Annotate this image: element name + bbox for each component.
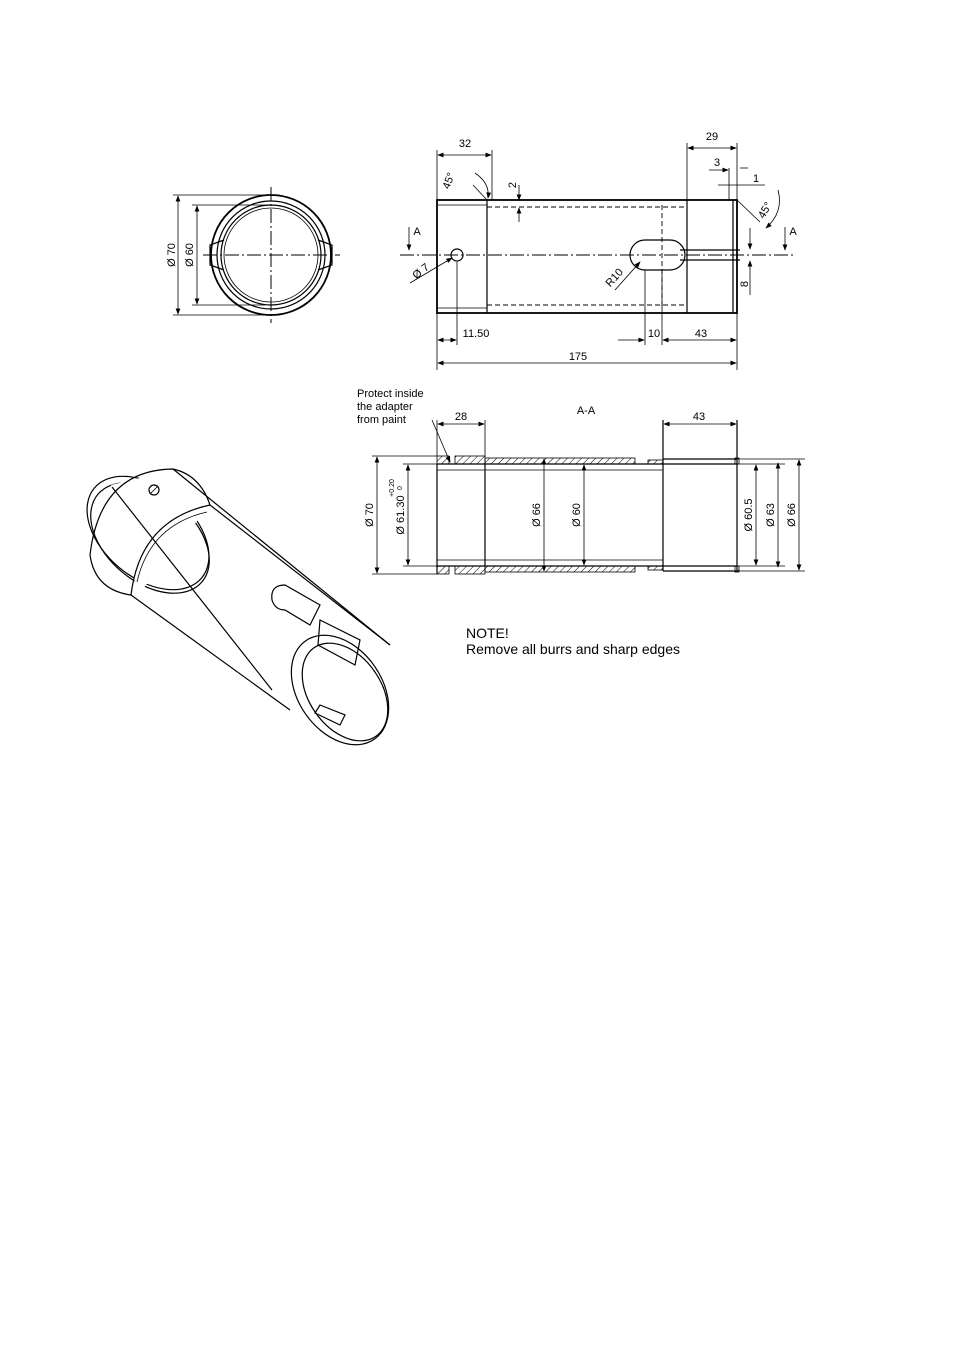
section-dia-70: Ø 70 [364,503,376,527]
section-dia-60-5: Ø 60.5 [743,498,755,532]
dim-43-side: 43 [694,328,708,340]
section-dia-60: Ø 60 [571,503,583,527]
angle-left: 45° [440,171,458,191]
section-dia-66-inner: Ø 66 [531,503,543,527]
hole-dia-label: Ø 7 [410,261,432,282]
tolerance-upper: +0.20 [389,479,396,497]
side-view [400,143,795,370]
section-mark-right: A [789,226,797,238]
protect-note-line-2: the adapter [357,401,413,413]
dim-29: 29 [705,131,719,143]
dim-11-50: 11.50 [462,328,490,340]
protect-note-line-1: Protect inside [357,388,424,400]
isometric-view [65,454,408,764]
dim-2: 2 [507,181,519,189]
end-view [173,187,340,323]
angle-right: 45° [756,200,775,221]
dim-32: 32 [458,138,472,150]
slot-radius-label: R10 [603,266,626,290]
note-heading: NOTE! [466,625,509,641]
dim-28: 28 [454,411,468,423]
slot-width-label: 8 [739,280,751,288]
end-dia-inner-label: Ø 60 [184,243,196,267]
section-dia-61-30: Ø 61.30 [395,495,407,535]
section-view [372,420,805,574]
dim-43-section: 43 [692,411,706,423]
section-title: A-A [576,405,596,417]
section-dia-66-outer: Ø 66 [786,503,798,527]
tolerance-lower: 0 [397,486,404,490]
section-dia-63: Ø 63 [765,503,777,527]
dim-10: 10 [647,328,661,340]
dim-3: 3 [713,157,721,169]
section-mark-left: A [413,226,421,238]
protect-note-line-3: from paint [357,414,406,426]
dim-1: 1 [752,173,760,185]
dim-175: 175 [568,351,588,363]
note-text: Remove all burrs and sharp edges [466,641,681,657]
end-dia-outer-label: Ø 70 [166,243,178,267]
